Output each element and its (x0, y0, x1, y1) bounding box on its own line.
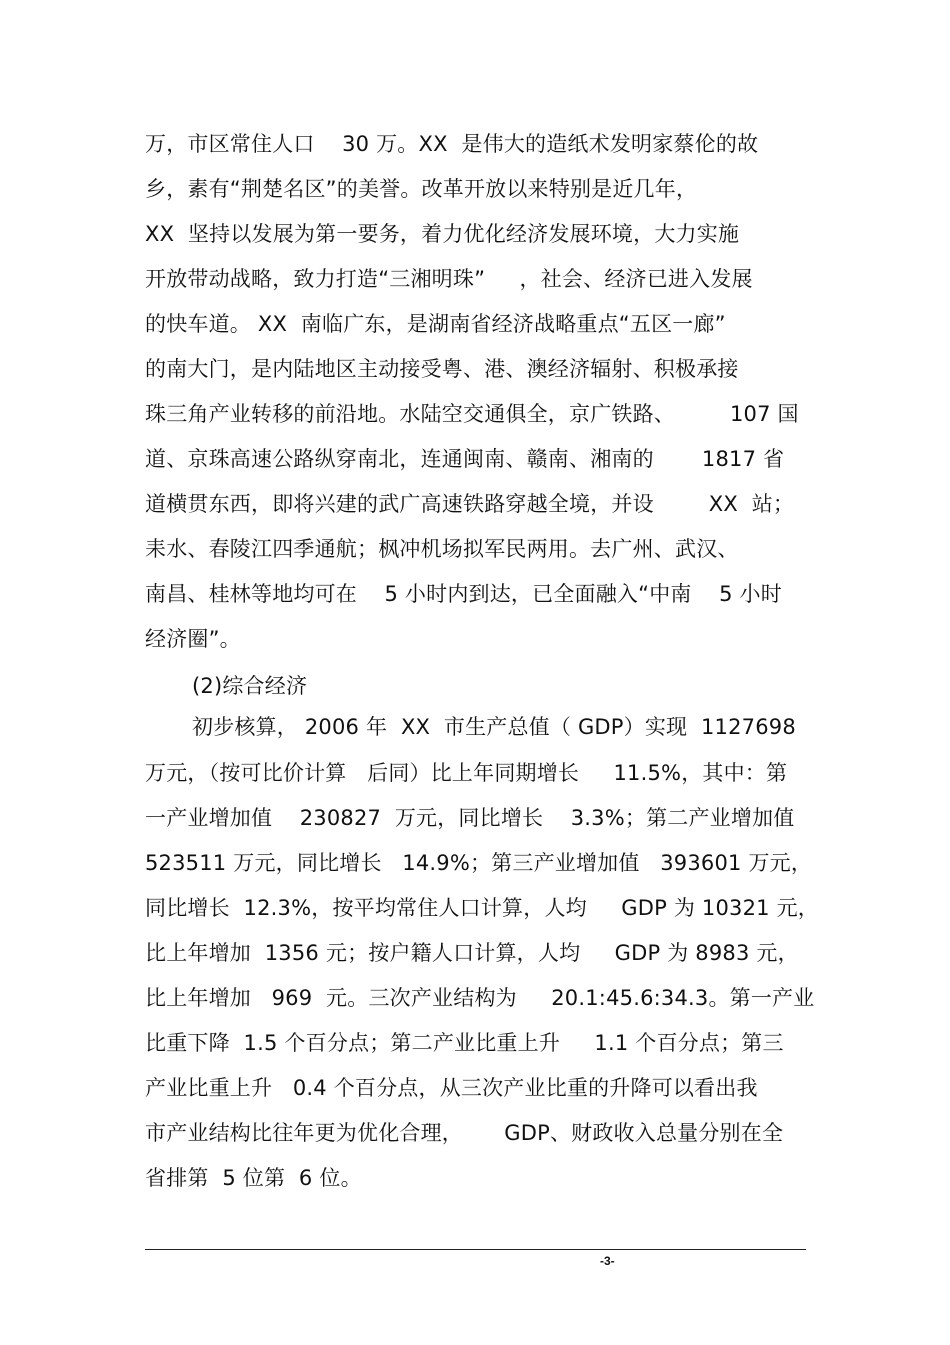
page-number: -3- (600, 1254, 615, 1268)
text-line-20: 比上年增加 969 元。三次产业结构为 20.1:45.6:34.3。第一产业 (145, 986, 815, 1010)
text-line-19: 比上年增加 1356 元；按户籍人口计算，人均 GDP 为 8983 元， (145, 941, 799, 965)
text-line-7: 珠三角产业转移的前沿地。水陆空交通俱全，京广铁路、 107 国 (145, 402, 799, 426)
text-line-2: 乡，素有“荆楚名区”的美誉。改革开放以来特别是近几年， (145, 177, 698, 201)
text-line-3: XX 坚持以发展为第一要务，着力优化经济发展环境，大力实施 (145, 222, 740, 246)
text-line-11: 南昌、桂林等地均可在 5 小时内到达，已全面融入“中南 5 小时 (145, 582, 782, 606)
text-line-4: 开放带动战略，致力打造“三湘明珠” ，社会、经济已进入发展 (145, 267, 753, 291)
text-line-23: 市产业结构比往年更为优化合理， GDP、财政收入总量分别在全 (145, 1121, 784, 1145)
text-line-18: 同比增长 12.3%，按平均常住人口计算，人均 GDP 为 10321 元， (145, 896, 819, 920)
text-line-14: 初步核算， 2006 年 XX 市生产总值（ GDP）实现 1127698 (192, 715, 796, 739)
text-line-12: 经济圈”。 (145, 627, 241, 651)
text-line-16: 一产业增加值 230827 万元，同比增长 3.3%；第二产业增加值 (145, 806, 795, 830)
text-line-24: 省排第 5 位第 6 位。 (145, 1166, 362, 1190)
text-line-9: 道横贯东西，即将兴建的武广高速铁路穿越全境，并设 XX 站； (145, 492, 795, 516)
text-line-22: 产业比重上升 0.4 个百分点，从三次产业比重的升降可以看出我 (145, 1076, 758, 1100)
footer-divider (145, 1249, 806, 1250)
text-line-1: 万，市区常住人口 30 万。XX 是伟大的造纸术发明家蔡伦的故 (145, 132, 759, 156)
text-line-5: 的快车道。 XX 南临广东，是湖南省经济战略重点“五区一廊” (145, 312, 726, 336)
text-line-6: 的南大门，是内陆地区主动接受粤、港、澳经济辐射、积极承接 (145, 357, 739, 381)
text-line-8: 道、京珠高速公路纵穿南北，连通闽南、赣南、湘南的 1817 省 (145, 447, 785, 471)
text-line-10: 耒水、春陵江四季通航；枫冲机场拟军民两用。去广州、武汉、 (145, 537, 739, 561)
text-line-15: 万元，（按可比价计算 后同）比上年同期增长 11.5%，其中：第 (145, 761, 788, 785)
section-heading: (2)综合经济 (192, 674, 308, 698)
text-line-21: 比重下降 1.5 个百分点；第二产业比重上升 1.1 个百分点；第三 (145, 1031, 784, 1055)
text-line-17: 523511 万元，同比增长 14.9%；第三产业增加值 393601 万元， (145, 851, 813, 875)
